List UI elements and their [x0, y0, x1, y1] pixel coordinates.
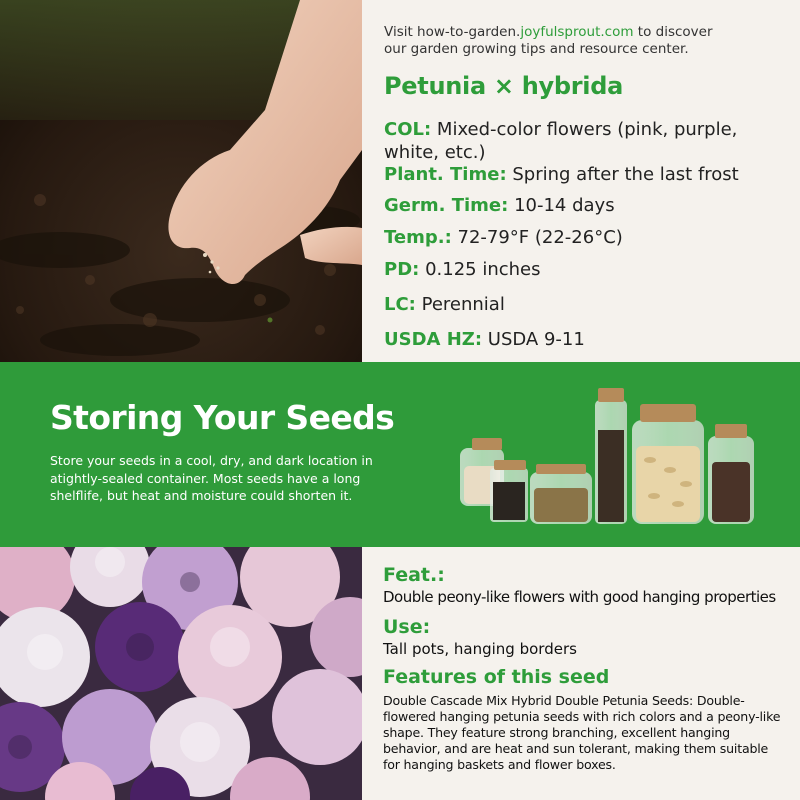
spec-value: 10-14 days [508, 195, 615, 216]
feat-text: Double peony-like flowers with good hanging properties [383, 588, 776, 606]
spec-life-cycle [384, 293, 794, 316]
seed-features-text: Double Cascade Mix Hybrid Double Petunia Seeds: Double-flowered hanging petunia seeds with rich colors and a peony-like shape. They feature strong branching, excellent hanging behavior, and are heat and sun tolerant, making them suitable for hanging baskets and flower boxes. [383, 693, 781, 772]
seed-features-label: Features of this seed [383, 666, 610, 688]
spec-key: USDA HZ: [384, 329, 483, 350]
spec-germ-time [384, 194, 794, 217]
spec-key: LC: [384, 294, 416, 315]
spec-usda-zone [384, 328, 794, 351]
plant-title: Petunia × hybrida [384, 72, 624, 100]
spec-key: PD: [384, 259, 420, 280]
spec-value: 72-79°F (22-26°C) [451, 227, 623, 248]
soil-sowing-photo [0, 0, 362, 362]
storing-title: Storing Your Seeds [50, 398, 395, 437]
spec-key: Germ. Time: [384, 195, 509, 216]
visit-prefix: Visit how-to-garden. [384, 24, 521, 40]
use-label: Use: [383, 616, 431, 638]
spec-color [384, 118, 794, 164]
spec-value: Spring after the last frost [506, 164, 739, 185]
seed-jars-image [450, 380, 770, 530]
spec-value: 0.125 inches [419, 259, 541, 280]
spec-value: USDA 9-11 [482, 329, 585, 350]
spec-key: Temp.: [384, 227, 452, 248]
website-link[interactable]: joyfulsprout.com [520, 24, 634, 40]
visit-text [384, 24, 794, 58]
petunia-flowers-photo [0, 547, 362, 800]
plant-info-panel [384, 0, 794, 362]
bottom-section [0, 547, 800, 800]
feat-label: Feat.: [383, 564, 445, 586]
visit-suffix: to discover [633, 24, 713, 40]
spec-value: Perennial [415, 294, 505, 315]
use-text: Tall pots, hanging borders [383, 640, 577, 658]
spec-planting-depth [384, 258, 794, 281]
storing-text: Store your seeds in a cool, dry, and dark location in atightly-sealed container. Most seeds have a long shelflife, but heat and moisture could shorten it. [50, 453, 373, 503]
top-section [0, 0, 800, 362]
storing-seeds-band [0, 362, 800, 547]
spec-key: Plant. Time: [384, 164, 507, 185]
visit-line-2: our garden growing tips and resource center. [384, 41, 689, 57]
spec-plant-time [384, 163, 794, 186]
spec-temperature [384, 226, 794, 249]
spec-key: COL: [384, 119, 432, 140]
spec-value: Mixed-color flowers (pink, purple, white, etc.) [384, 119, 738, 163]
